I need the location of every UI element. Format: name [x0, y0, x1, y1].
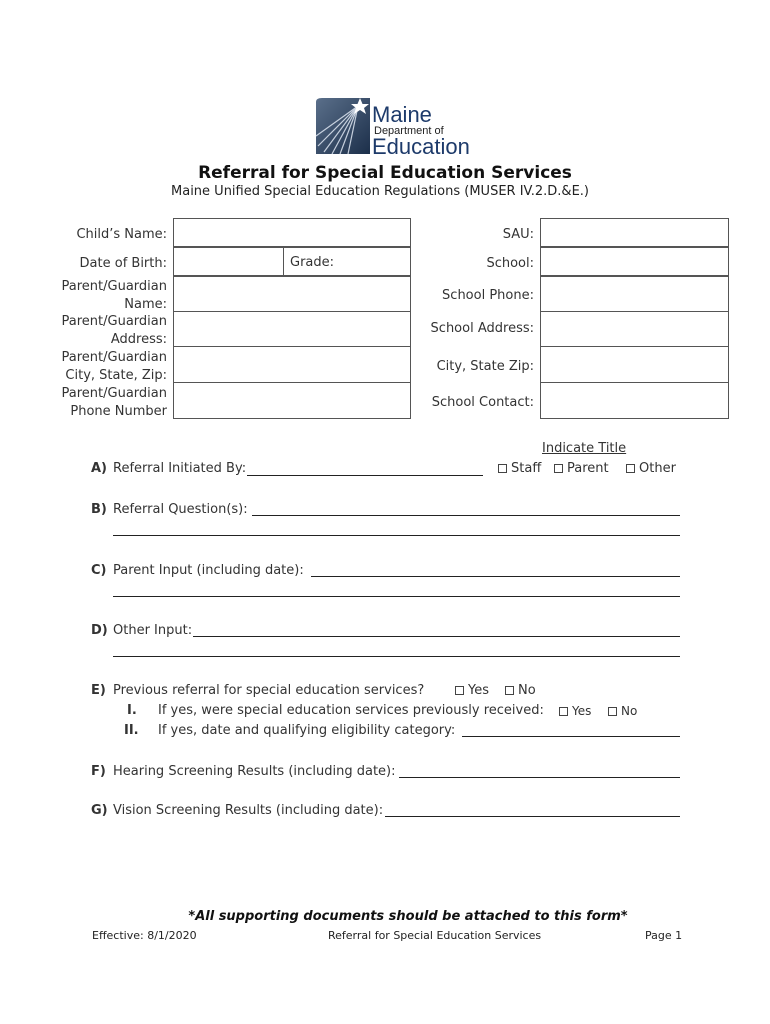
parent-input-line-1[interactable] — [311, 576, 680, 577]
pg-phone-label-1: Parent/Guardian — [61, 386, 167, 401]
dob-field[interactable] — [173, 247, 284, 276]
school-contact-label: School Contact: — [431, 395, 534, 410]
school-phone-field[interactable] — [540, 276, 729, 312]
city-state-zip-label: City, State Zip: — [436, 359, 534, 374]
vision-screening-line[interactable] — [385, 816, 680, 817]
prev-referral-yes-checkbox[interactable] — [455, 686, 464, 695]
logo-maine: Maine — [372, 102, 432, 127]
parent-checkbox[interactable] — [554, 464, 563, 473]
parent-label: Parent — [567, 461, 609, 476]
section-a-label: Referral Initiated By: — [113, 461, 247, 476]
e2-number: II. — [124, 723, 139, 738]
services-yes-label: Yes — [572, 704, 592, 718]
e1-number: I. — [127, 703, 137, 718]
prev-referral-yes-label: Yes — [468, 683, 489, 698]
referral-question-line-1[interactable] — [252, 515, 680, 516]
section-f-label: Hearing Screening Results (including date): — [113, 764, 396, 779]
section-b-letter: B) — [91, 502, 107, 517]
page-number: Page 1 — [645, 929, 683, 942]
dob-label: Date of Birth: — [79, 256, 167, 271]
other-input-line-2[interactable] — [113, 656, 680, 657]
city-state-zip-field[interactable] — [540, 346, 729, 383]
effective-date: Effective: 8/1/2020 — [92, 929, 197, 942]
services-no-option[interactable] — [608, 703, 637, 720]
form-title: Referral for Special Education Services — [198, 163, 572, 183]
section-c-letter: C) — [91, 563, 107, 578]
pg-name-label-2: Name: — [124, 297, 167, 312]
pg-city-label-1: Parent/Guardian — [61, 350, 167, 365]
prev-referral-no-option[interactable] — [505, 682, 536, 699]
section-a-letter: A) — [91, 461, 108, 476]
school-address-field[interactable] — [540, 311, 729, 347]
sau-field[interactable] — [540, 218, 729, 247]
grade-label: Grade: — [290, 255, 335, 270]
e1-label: If yes, were special education services previously received: — [158, 703, 544, 718]
section-f-letter: F) — [91, 764, 106, 779]
grade-field[interactable] — [283, 247, 411, 276]
section-g-label: Vision Screening Results (including date): — [113, 803, 384, 818]
services-yes-checkbox[interactable] — [559, 707, 568, 716]
child-name-field[interactable] — [173, 218, 411, 247]
section-c-label: Parent Input (including date): — [113, 563, 304, 578]
sau-label: SAU: — [502, 227, 534, 242]
maine-doe-logo — [312, 96, 482, 158]
prev-referral-no-checkbox[interactable] — [505, 686, 514, 695]
other-checkbox[interactable] — [626, 464, 635, 473]
hearing-screening-line[interactable] — [399, 777, 680, 778]
pg-phone-label-2: Phone Number — [70, 404, 167, 419]
pg-address-label-1: Parent/Guardian — [61, 314, 167, 329]
prev-referral-no-label: No — [518, 683, 536, 698]
child-name-label: Child’s Name: — [76, 227, 167, 242]
school-address-label: School Address: — [430, 321, 534, 336]
parent-option[interactable] — [554, 460, 609, 477]
footer-title: Referral for Special Education Services — [328, 929, 542, 942]
pg-name-field[interactable] — [173, 276, 411, 312]
e2-label: If yes, date and qualifying eligibility category: — [158, 723, 456, 738]
referral-question-line-2[interactable] — [113, 535, 680, 536]
pg-address-field[interactable] — [173, 311, 411, 347]
pg-phone-field[interactable] — [173, 382, 411, 419]
pg-name-label-1: Parent/Guardian — [61, 279, 167, 294]
other-input-line-1[interactable] — [193, 636, 680, 637]
staff-checkbox[interactable] — [498, 464, 507, 473]
parent-input-line-2[interactable] — [113, 596, 680, 597]
section-b-label: Referral Question(s): — [113, 502, 248, 517]
pg-address-label-2: Address: — [110, 332, 167, 347]
school-contact-field[interactable] — [540, 382, 729, 419]
school-phone-label: School Phone: — [442, 288, 534, 303]
section-e-label: Previous referral for special education services? — [113, 683, 425, 698]
supporting-docs-note: *All supporting documents should be attached to this form* — [188, 909, 628, 924]
other-label: Other — [639, 461, 676, 476]
section-d-letter: D) — [91, 623, 108, 638]
referral-initiated-by-line[interactable] — [247, 475, 483, 476]
staff-option[interactable] — [498, 460, 541, 477]
form-subtitle: Maine Unified Special Education Regulations (MUSER IV.2.D.&E.) — [171, 184, 589, 199]
section-g-letter: G) — [91, 803, 108, 818]
school-label: School: — [486, 256, 534, 271]
prev-referral-yes-option[interactable] — [455, 682, 489, 699]
section-e-letter: E) — [91, 683, 106, 698]
star-sunburst-icon — [312, 96, 372, 156]
logo-education: Education — [372, 134, 470, 159]
pg-city-field[interactable] — [173, 346, 411, 383]
indicate-title-label: Indicate Title — [542, 441, 627, 456]
other-option[interactable] — [626, 460, 676, 477]
school-field[interactable] — [540, 247, 729, 276]
pg-city-label-2: City, State, Zip: — [65, 368, 167, 383]
services-yes-option[interactable] — [559, 703, 591, 720]
services-no-label: No — [621, 704, 638, 718]
logo-department: Department of — [374, 125, 444, 137]
eligibility-category-line[interactable] — [462, 736, 680, 737]
staff-label: Staff — [511, 461, 542, 476]
section-d-label: Other Input: — [113, 623, 193, 638]
services-no-checkbox[interactable] — [608, 707, 617, 716]
